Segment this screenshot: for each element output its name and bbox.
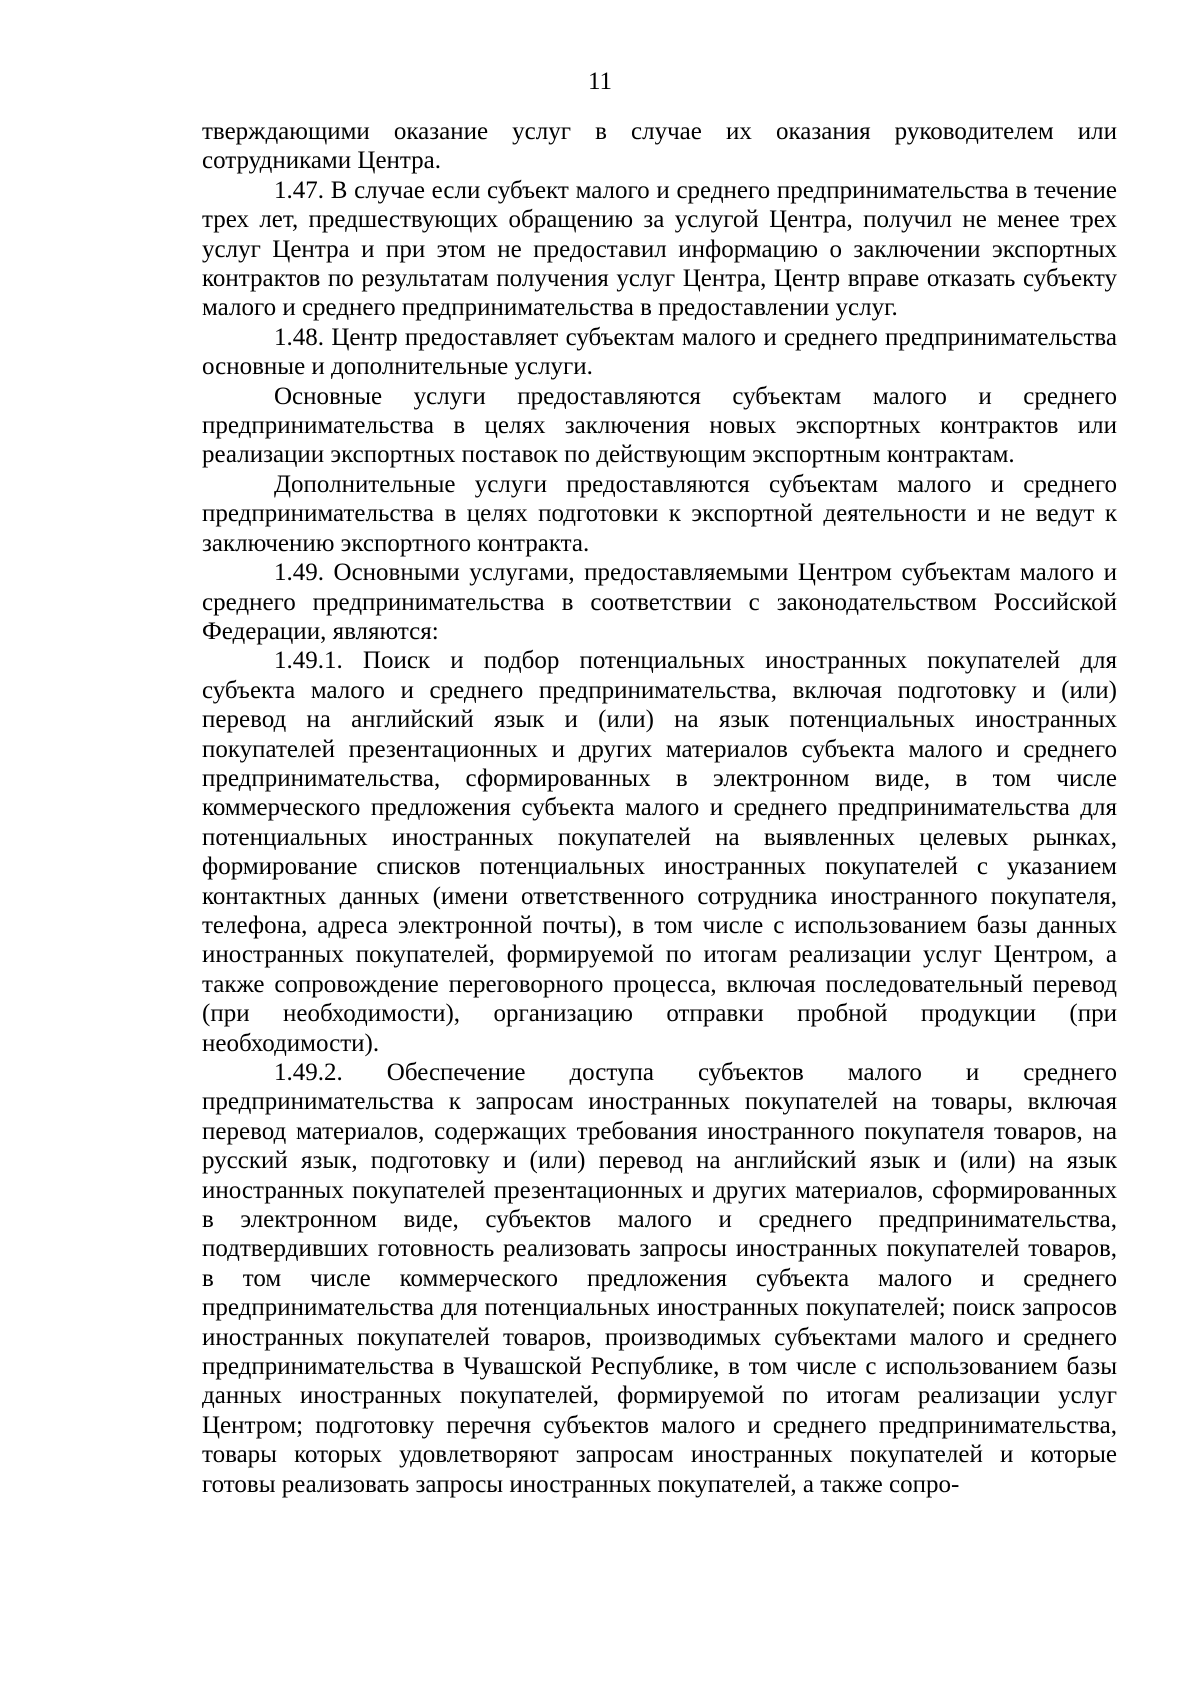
paragraph-1-49-1: 1.49.1. Поиск и подбор потенциальных иностранных покупателей для субъекта малого и среднего предпринимательства, включая подготовку и (или) перевод на английский язык и (или) на язык потенциальных иностранных покупателей презентационных и других материалов субъекта малого и среднего предпринимательства, сформированных в электронном виде, в том числе коммерческого предложения субъекта малого и среднего предпринимательства для потенциальных иностранных покупателей на выявленных целевых рынках, формирование списков потенциальных иностранных покупателей с указанием контактных данных (имени ответственного сотрудника иностранного покупателя, телефона, адреса электронной почты), в том числе с использованием базы данных иностранных покупателей, формируемой по итогам реализации услуг Центром, а также сопровождение переговорного процесса, включая последовательный перевод (при необходимости), организацию отправки пробной продукции (при необходимости). xyxy=(202,647,1117,1057)
paragraph-main-services: Основные услуги предоставляются субъектам малого и среднего предпринимательства в целях заключения новых экспортных контрактов или реализации экспортных поставок по действующим экспортным контрактам. xyxy=(202,382,1117,469)
paragraph-1-48: 1.48. Центр предоставляет субъектам малого и среднего предпринимательства основные и дополнительные услуги. xyxy=(202,323,1117,381)
paragraph-additional-services: Дополнительные услуги предоставляются субъектам малого и среднего предпринимательства в целях подготовки к экспортной деятельности и не ведут к заключению экспортного контракта. xyxy=(202,470,1117,557)
paragraph-continuation: тверждающими оказание услуг в случае их оказания руководителем или сотрудниками Центра. xyxy=(202,118,1117,175)
paragraph-1-49-2: 1.49.2. Обеспечение доступа субъектов малого и среднего предпринимательства к запросам иностранных покупателей на товары, включая перевод материалов, содержащих требования иностранного покупателя товаров, на русский язык, подготовку и (или) перевод на английский язык и (или) на язык иностранных покупателей презентационных и других материалов, сформированных в электронном виде, субъектов малого и среднего предпринимательства, подтвердивших готовность реализовать запросы иностранных покупателей товаров, в том числе коммерческого предложения субъекта малого и среднего предпринимательства для потенциальных иностранных покупателей; поиск запросов иностранных покупателей товаров, производимых субъектами малого и среднего предпринимательства в Чувашской Республике, в том числе с использованием базы данных иностранных покупателей, формируемой по итогам реализации услуг Центром; подготовку перечня субъектов малого и среднего предпринимательства, товары которых удовлетворяют запросам иностранных покупателей и которые готовы реализовать запросы иностранных покупателей, а также сопро- xyxy=(202,1059,1117,1498)
document-body xyxy=(202,117,1117,1499)
paragraph-1-47: 1.47. В случае если субъект малого и среднего предпринимательства в течение трех лет, предшествующих обращению за услугой Центра, получил не менее трех услуг Центра и при этом не предоставил информацию о заключении экспортных контрактов по результатам получения услуг Центра, Центр вправе отказать субъекту малого и среднего предпринимательства в предоставлении услуг. xyxy=(202,176,1117,322)
page-number: 11 xyxy=(587,68,613,95)
paragraph-1-49: 1.49. Основными услугами, предоставляемыми Центром субъектам малого и среднего предпринимательства в соответствии с законодательством Российской Федерации, являются: xyxy=(202,559,1117,645)
